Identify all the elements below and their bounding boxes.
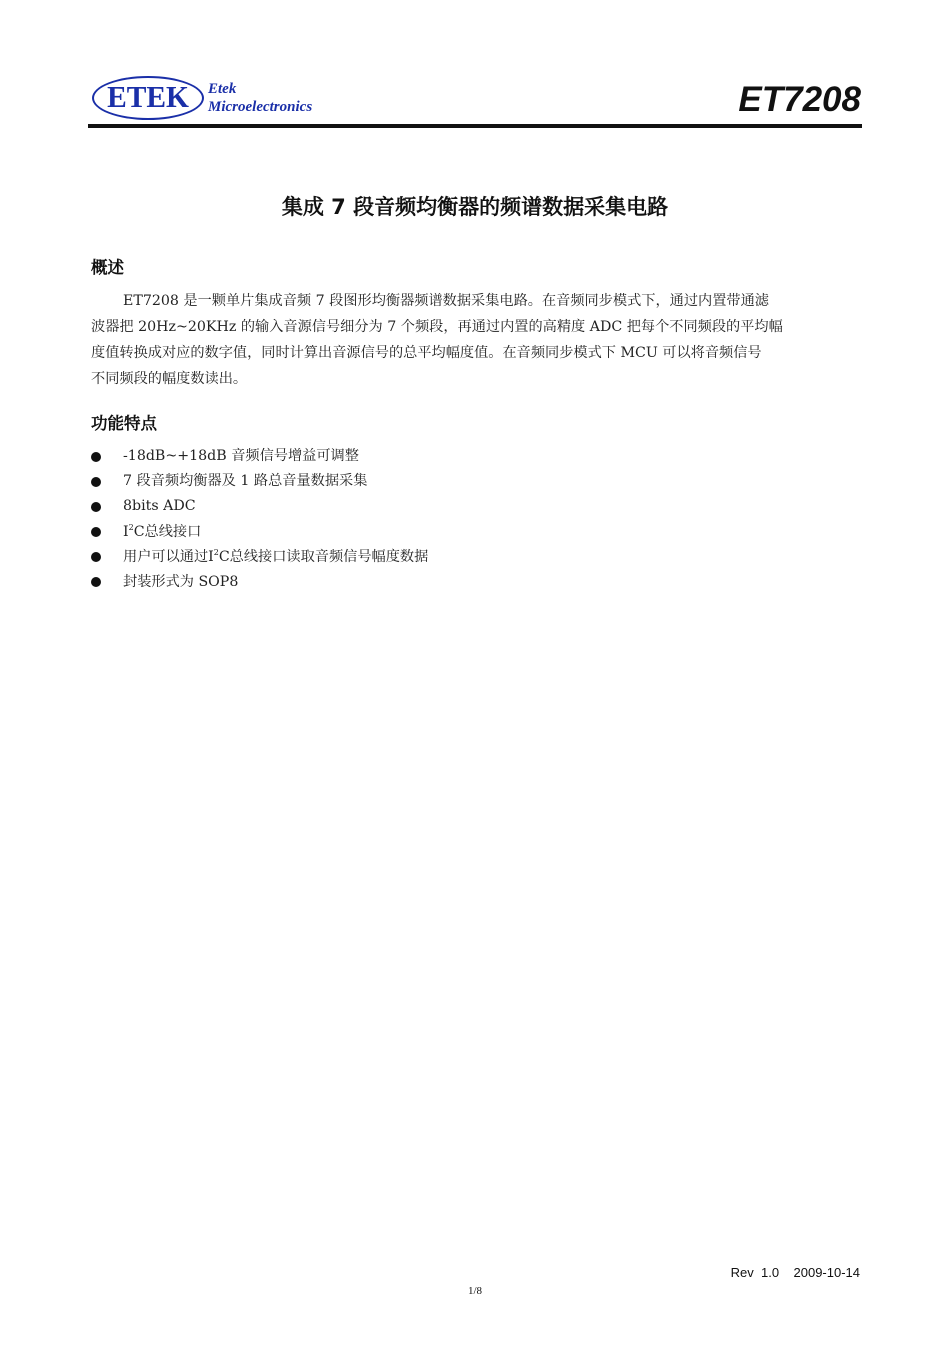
- feature-superscript: 2: [213, 547, 219, 557]
- bullet-icon: [91, 452, 101, 462]
- bullet-icon: [91, 502, 101, 512]
- company-line-1: Etek: [208, 81, 237, 97]
- feature-text: [123, 570, 238, 595]
- revision-info: Rev 1.0 2009-10-14: [730, 1265, 860, 1280]
- feature-text: [123, 520, 201, 545]
- overview-paragraph: [91, 288, 862, 392]
- etek-logo: [92, 76, 204, 120]
- bullet-icon: [91, 552, 101, 562]
- feature-text-main: -18dB~+18dB 音频信号增益可调整: [123, 448, 359, 464]
- feature-text-tail: C总线接口: [133, 523, 202, 540]
- feature-text: [123, 545, 428, 570]
- feature-superscript: 2: [128, 522, 134, 532]
- feature-text: [123, 469, 367, 494]
- overview-line: 不同频段的幅度数读出。: [91, 371, 248, 387]
- company-name: [208, 80, 312, 116]
- feature-text: [123, 494, 196, 519]
- overview-line: 波器把 20Hz~20KHz 的输入音源信号细分为 7 个频段，再通过内置的高精度 ADC 把每个不同频段的平均幅: [91, 319, 783, 335]
- overview-heading: 概述: [91, 258, 124, 277]
- feature-text-main: 8bits ADC: [123, 498, 196, 515]
- bullet-icon: [91, 477, 101, 487]
- feature-text-main: 用户可以通过I: [123, 548, 214, 565]
- overview-line: 度值转换成对应的数字值，同时计算出音源信号的总平均幅度值。在音频同步模式下 MCU 可以将音频信号: [91, 345, 762, 361]
- overview-line: ET7208 是一颗单片集成音频 7 段图形均衡器频谱数据采集电路。在音频同步模式下，通过内置带通滤: [123, 293, 769, 309]
- feature-text-main: I: [123, 523, 129, 540]
- company-line-2: Microelectronics: [208, 99, 313, 115]
- page-header: [89, 76, 862, 128]
- bullet-icon: [91, 527, 101, 537]
- feature-text-main: 封装形式为 SOP8: [123, 573, 239, 590]
- feature-text-tail: C总线接口读取音频信号幅度数据: [218, 548, 429, 565]
- feature-text: [123, 444, 359, 469]
- feature-text-main: 7 段音频均衡器及 1 路总音量数据采集: [123, 473, 368, 490]
- document-title: 集成 7 段音频均衡器的频谱数据采集电路: [281, 195, 669, 219]
- page-number: 1/8: [467, 1285, 483, 1297]
- logo-text: ETEK: [107, 79, 189, 114]
- bullet-icon: [91, 577, 101, 587]
- part-number: ET7208: [738, 80, 861, 119]
- header-rule: [88, 124, 862, 128]
- features-heading: 功能特点: [91, 414, 157, 433]
